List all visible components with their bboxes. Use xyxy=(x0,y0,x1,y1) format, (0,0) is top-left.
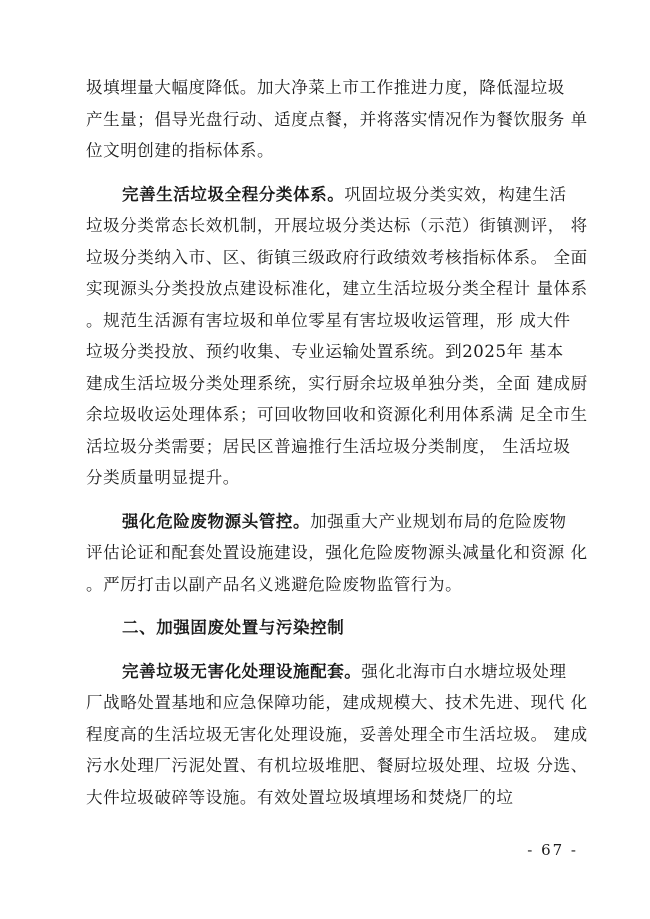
text-line: 程度高的生活垃圾无害化处理设施，妥善处理全市生活垃圾。 建成 xyxy=(86,724,588,744)
text-line: 厂战略处置基地和应急保障功能，建成规模大、技术先进、现代 化 xyxy=(86,693,588,712)
text-line: 垃圾分类纳入市、区、街镇三级政府行政绩效考核指标体系。 全面 xyxy=(86,247,588,267)
text-line: 分类质量明显提升。 xyxy=(86,468,240,487)
text-line: 圾填埋量大幅度降低。加大净菜上市工作推进力度，降低湿垃圾 xyxy=(86,78,565,97)
text-line: 。严厉打击以副产品名义逃避危险废物监管行为。 xyxy=(86,574,463,594)
text-line: 评估论证和配套处置设施建设，强化危险废物源头减量化和资源 化 xyxy=(86,543,588,562)
paragraph-heading: 完善垃圾无害化处理设施配套。 xyxy=(122,661,362,681)
paragraph-lead-line xyxy=(86,179,584,211)
text-line: 污水处理厂污泥处置、有机垃圾堆肥、餐厨垃圾处理、垃圾 分选、 xyxy=(86,756,588,775)
text-line: 活垃圾分类需要；居民区普遍推行生活垃圾分类制度， 生活垃圾 xyxy=(86,436,571,456)
text-line: 位文明创建的指标体系。 xyxy=(86,141,275,160)
paragraph-heading: 强化危险废物源头管控。 xyxy=(122,511,311,531)
text-line: 。规范生活源有害垃圾和单位零星有害垃圾收运管理，形 成大件 xyxy=(86,310,571,330)
section-heading: 二、加强固废处置与污染控制 xyxy=(122,618,345,637)
text-line: 大件垃圾破碎等设施。有效处置垃圾填埋场和焚烧厂的垃 xyxy=(86,787,514,807)
text-line: 垃圾分类常态长效机制，开展垃圾分类达标（示范）街镇测评， 将 xyxy=(86,216,588,235)
text-line: 产生量；倡导光盘行动、适度点餐，并将落实情况作为餐饮服务 单 xyxy=(86,109,588,129)
paragraph-lead-line xyxy=(86,506,584,538)
text-fragment: 加强重大产业规划布局的危险废物 xyxy=(310,511,567,531)
paragraph-lead-line xyxy=(86,656,584,688)
text-line: 余垃圾收运处理体系；可回收物回收和资源化利用体系满 足全市生 xyxy=(86,405,588,424)
body-text xyxy=(86,72,588,813)
page-number: - 67 - xyxy=(527,841,578,859)
text-line: 建成生活垃圾分类处理系统，实行厨余垃圾单独分类，全面 建成厨 xyxy=(86,373,588,393)
text-line: 实现源头分类投放点建设标准化，建立生活垃圾分类全程计 量体系 xyxy=(86,279,588,298)
text-fragment: 巩固垃圾分类实效，构建生活 xyxy=(344,184,567,204)
text-line: 垃圾分类投放、预约收集、专业运输处置系统。到2025年 基本 xyxy=(86,342,564,361)
text-fragment: 强化北海市白水塘垃圾处理 xyxy=(361,661,567,681)
paragraph-heading: 完善生活垃圾全程分类体系。 xyxy=(122,184,345,204)
